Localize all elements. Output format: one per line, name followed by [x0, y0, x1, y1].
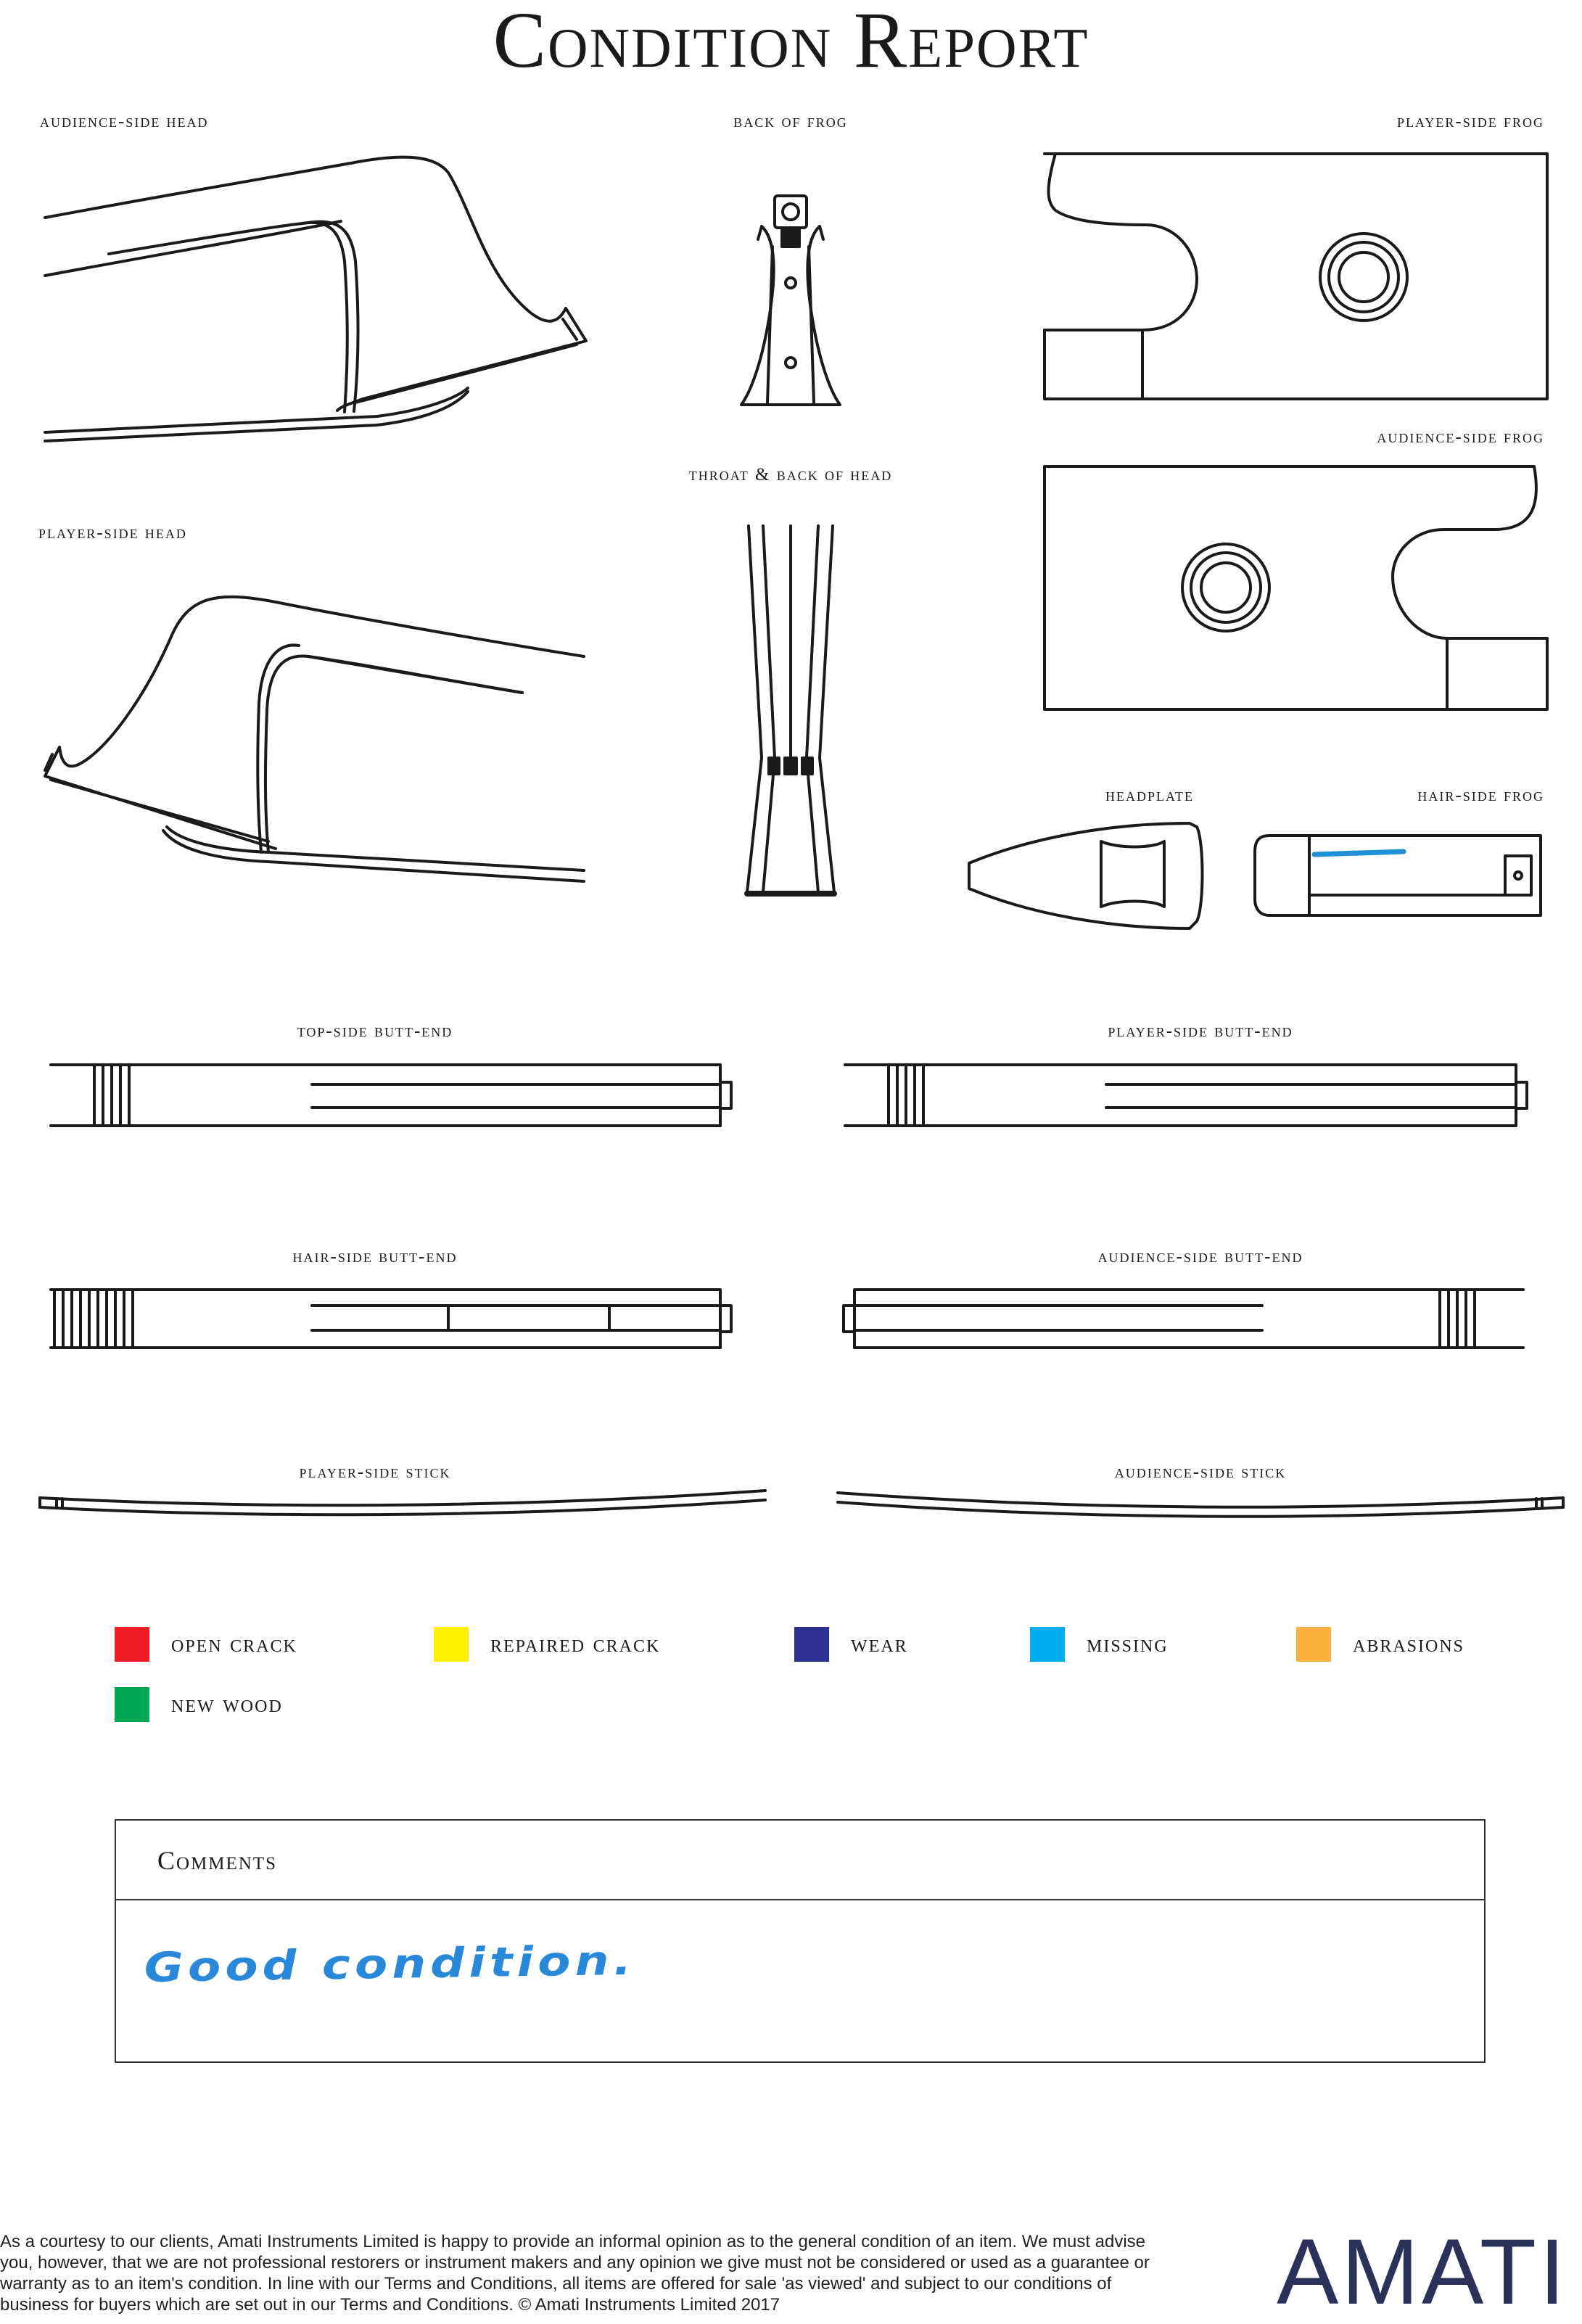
label-back-of-frog: back of frog — [733, 112, 848, 131]
swatch-repaired-crack — [434, 1627, 469, 1662]
label-hair-side-butt-end: hair-side butt-end — [292, 1247, 458, 1266]
label-throat-back-of-head: throat & back of head — [688, 465, 893, 485]
label-player-side-butt-end: player-side butt-end — [1108, 1021, 1293, 1041]
hair-side-frog-drawing — [1255, 836, 1541, 915]
label-audience-side-frog: audience-side frog — [1377, 427, 1544, 447]
comments-title: Comments — [157, 1846, 278, 1875]
hair-side-butt-end-drawing — [51, 1290, 731, 1348]
label-top-side-butt-end: top-side butt-end — [297, 1021, 453, 1041]
audience-side-frog-drawing — [1045, 466, 1547, 709]
label-audience-side-butt-end: audience-side butt-end — [1097, 1247, 1303, 1266]
player-side-stick-drawing — [40, 1491, 765, 1515]
swatch-new-wood — [115, 1687, 149, 1722]
audience-side-butt-end-drawing — [844, 1290, 1523, 1348]
legend-item — [1296, 1626, 1464, 1662]
label-audience-side-head: audience-side head — [40, 112, 209, 131]
legend-label: wear — [851, 1631, 908, 1657]
audience-side-stick-drawing — [838, 1493, 1563, 1517]
comments-box — [115, 1819, 1486, 2063]
label-player-side-head: player-side head — [38, 523, 187, 543]
legend-label: abrasions — [1353, 1631, 1465, 1657]
legend-item — [1030, 1626, 1169, 1662]
swatch-missing — [1030, 1627, 1065, 1662]
player-side-head-drawing — [45, 597, 584, 881]
swatch-wear — [794, 1627, 829, 1662]
headplate-drawing — [969, 823, 1203, 928]
label-player-side-frog: player-side frog — [1397, 112, 1544, 131]
legend-label: repaired crack — [490, 1631, 661, 1657]
legend-item — [434, 1626, 660, 1662]
top-side-butt-end-drawing — [51, 1065, 731, 1126]
legend-label: missing — [1087, 1631, 1169, 1657]
player-side-butt-end-drawing — [845, 1065, 1527, 1126]
legend-item — [794, 1626, 908, 1662]
legend-item — [115, 1686, 283, 1723]
player-side-frog-drawing — [1045, 154, 1547, 399]
comments-header — [116, 1821, 1484, 1900]
disclaimer-text: As a courtesy to our clients, Amati Instruments Limited is happy to provide an informal opinion as to the general condition of an item. We must advise you, however, that we are not professional restorers or instrument makers and any opinion we give must not be considered or used as a guarantee or warranty as to an item's condition. In line with our Terms and Conditions, all items are offered for sale 'as viewed' and subject to our conditions of business for buyers which are set out in our Terms and Conditions. © Amati Instruments Limited 2017 — [0, 2232, 1150, 2315]
label-audience-side-stick: audience-side stick — [1114, 1462, 1287, 1482]
label-player-side-stick: player-side stick — [299, 1462, 451, 1482]
audience-side-head-drawing — [45, 157, 586, 441]
comments-handwritten-text[interactable]: Good condition. — [144, 1936, 637, 1992]
swatch-open-crack — [115, 1627, 149, 1662]
legend-item — [115, 1626, 297, 1662]
page-title: Condition Report — [493, 0, 1089, 84]
legend-label: open crack — [171, 1631, 297, 1657]
swatch-abrasions — [1296, 1627, 1331, 1662]
label-hair-side-frog: hair-side frog — [1417, 786, 1544, 805]
label-headplate: headplate — [1105, 786, 1194, 805]
amati-logo: AMATI — [1277, 2220, 1568, 2324]
throat-back-of-head-drawing — [747, 526, 834, 894]
legend-label: new wood — [171, 1691, 283, 1718]
back-of-frog-drawing — [741, 196, 840, 405]
